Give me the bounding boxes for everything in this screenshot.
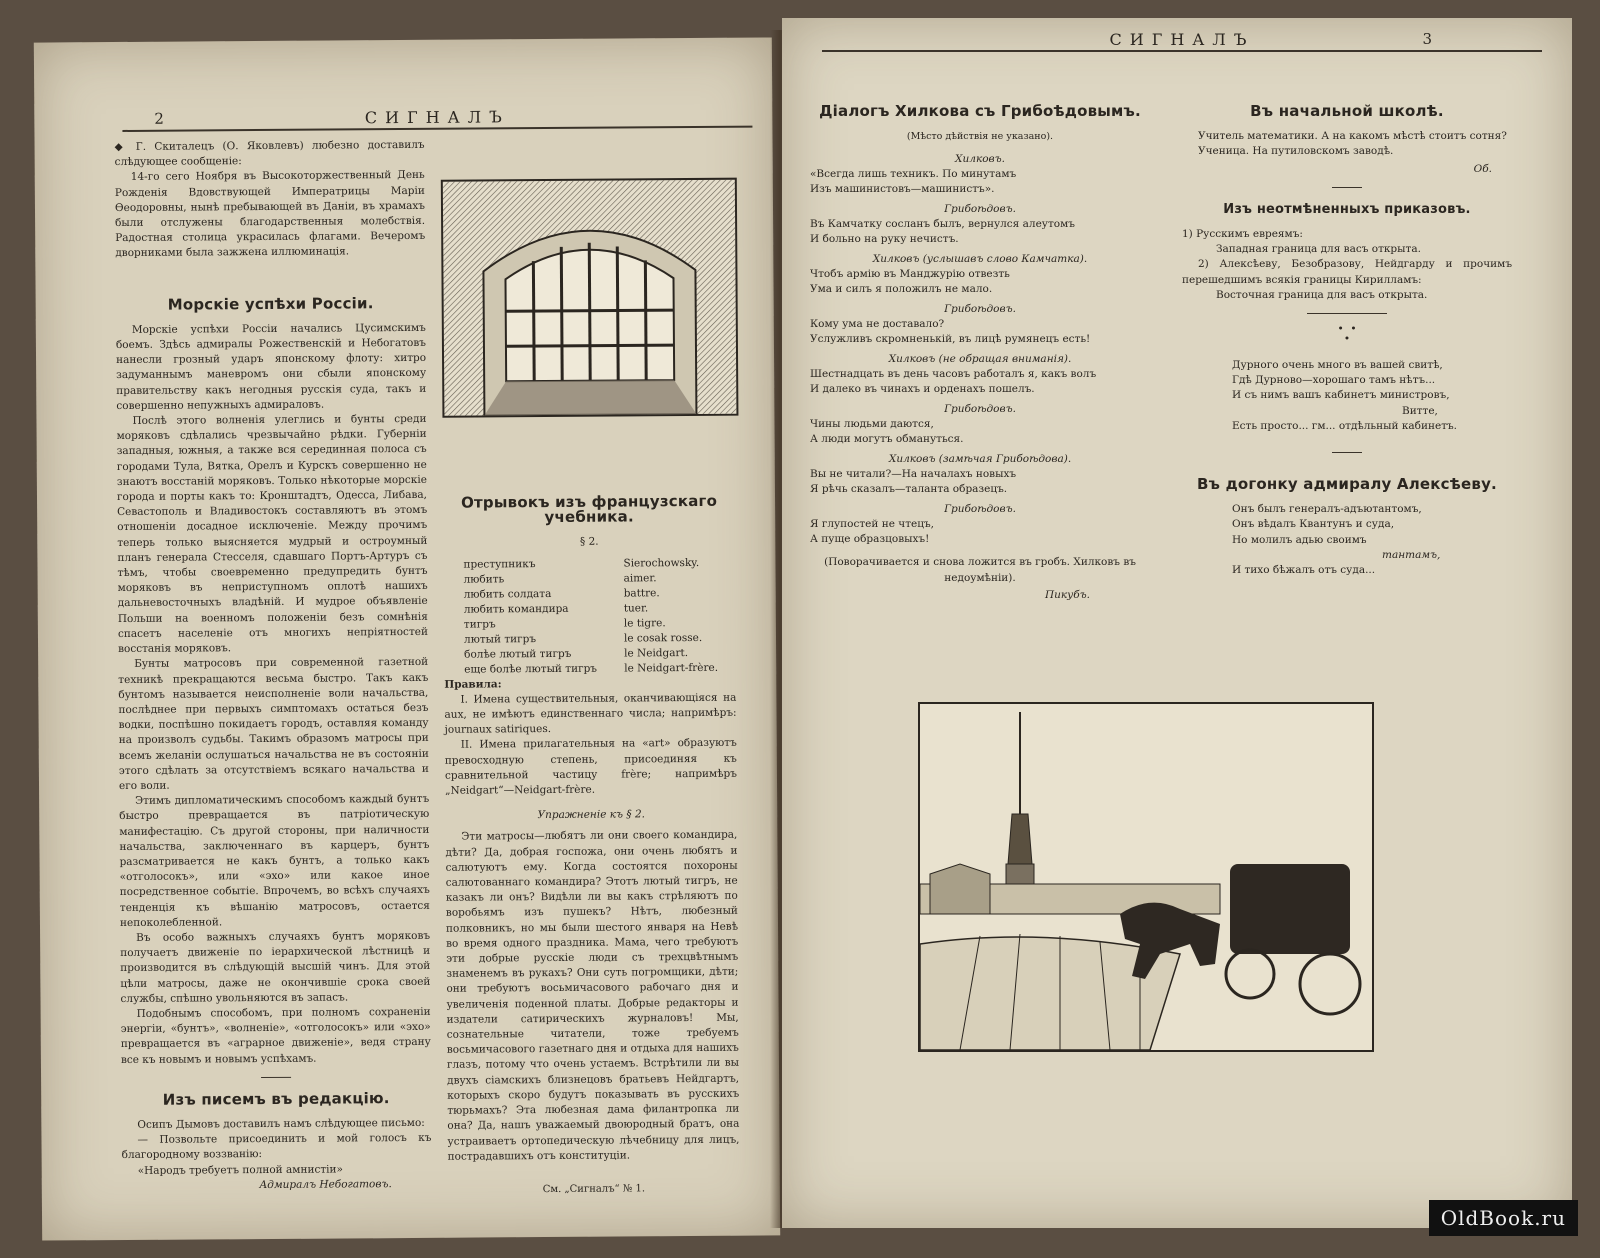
gloss-ru: тигръ	[463, 617, 496, 631]
article-paragraph: Въ особо важныхъ случаяхъ бунтъ моряковъ получаетъ движеніе по іерархической лѣстницѣ и производится въ слѣдующій высшій чинъ. Для этой цѣли матросы, даже не окончившіе срока своей службы, спѣшно увольняются въ запасъ.	[120, 929, 431, 1005]
poem-line: Но молилъ адью своимъ	[1232, 533, 1367, 546]
rules-title: Правила:	[444, 677, 502, 691]
dialog-line: А люди могутъ обмануться.	[810, 433, 964, 446]
left-page-number: 2	[154, 109, 164, 128]
poem-line: Витте,	[1402, 404, 1438, 417]
dialog-speaker: Хилковъ (не обращая вниманія).	[888, 353, 1072, 366]
article-paragraph: Подобнымъ способомъ, при полномъ сохраненіи энергіи, «бунтъ», «волненіе», «отголосокъ» или «эхо» превращается въ «аграрное движеніе», ведя страну все къ новымъ и новымъ успѣхамъ.	[120, 1005, 431, 1066]
dialog-line: Изъ машинистовъ—машинистъ».	[810, 183, 995, 196]
dialog-line: «Всегда лишь техникъ. По минутамъ	[810, 168, 1017, 181]
poem-line: Онъ былъ генералъ-адъютантомъ,	[1232, 503, 1422, 516]
gloss-fr: le tigre.	[623, 616, 666, 630]
intro-line: ◆ Г. Скиталецъ (О. Яковлевъ) любезно доставилъ слѣдующее сообщеніе:	[114, 138, 425, 169]
orders-title: Изъ неотмѣненныхъ приказовъ.	[1223, 201, 1471, 217]
dialog-line: Я рѣчь сказалъ—таланта образецъ.	[810, 483, 1008, 496]
alexeev-poem	[1182, 502, 1512, 578]
gloss-ru: еще болѣе лютый тигръ	[464, 662, 598, 676]
glossary	[463, 555, 736, 677]
fortress-illustration	[918, 702, 1374, 1052]
heading-naval-success: Морскіе успѣхи Россіи.	[167, 293, 374, 314]
asterism: • • •	[1337, 323, 1357, 346]
rule-1: I. Имена существительныя, оканчивающіяся на aux, не имѣютъ единственнаго числа; напримѣръ: journaux satiriques.	[444, 691, 737, 736]
dialog-line: Шестнадцать въ день часовъ работалъ я, какъ волъ	[810, 368, 1097, 381]
dialog-line: Кому ума не доставало?	[810, 318, 945, 331]
order-line: 1) Русскимъ евреямъ:	[1182, 228, 1303, 241]
article-paragraph: Морскіе успѣхи Россіи начались Цусимскимъ боемъ. Здѣсь адмиралы Рожественскій и Небогатовъ нанесли грозный ударъ японскому флоту: хитро задуманнымъ маневромъ они сбыли японскому правительству какъ негодныя русскія суда, такъ и совершенно непужныхъ адмираловъ.	[115, 321, 427, 412]
dialog-subtitle: (Мѣсто дѣйствія не указано).	[906, 131, 1054, 143]
poem-line: Есть просто... гм... отдѣльный кабинетъ.	[1232, 419, 1458, 432]
gloss-ru: преступникъ	[463, 557, 536, 571]
letter-line: — Позвольте присоединить и мой голосъ къ благородному воззванію:	[121, 1132, 432, 1162]
gloss-fr: aimer.	[623, 571, 657, 585]
gloss-ru: лютый тигръ	[463, 632, 537, 646]
dialog-line: Услужливъ скромненькій, въ лицѣ румянецъ есть!	[810, 333, 1091, 346]
school-column	[1182, 104, 1512, 578]
dialog-line: Я глупостей не чтецъ,	[810, 518, 935, 531]
gloss-ru: любить солдата	[463, 587, 552, 601]
footnote: См. „Сигналъ“ № 1.	[542, 1183, 646, 1195]
gloss-fr: battre.	[623, 586, 660, 600]
exercise-title: Упражненіе къ § 2.	[537, 808, 645, 822]
dialog-line: И далеко въ чинахъ и орденахъ пошелъ.	[810, 383, 1035, 396]
alexeev-title: Въ догонку адмиралу Алексѣеву.	[1197, 475, 1497, 494]
dialog-speaker: Грибоѣдовъ.	[944, 403, 1016, 416]
gloss-fr: le cosak rosse.	[623, 631, 703, 645]
gloss-fr: Sierochowsky.	[623, 556, 700, 570]
dialog-line: А пуще образцовыхъ!	[810, 533, 930, 546]
left-page	[34, 37, 780, 1240]
exercise-text: Эти матросы—любятъ ли они своего командира, дѣти? Да, добрая госпожа, они очень любятъ и салютуютъ ему. Когда состоятся похороны салютованнаго командира? Этотъ лютый тигръ, не казакъ ли онъ? Видѣли ли вы какъ стрѣляютъ по воробьямъ изъ пушекъ? Нѣтъ, любезный полковникъ, но мы были шестого января на Невѣ во время одного праздника. Мама, чего требуютъ эти добрые русскіе люди съ трехцвѣтнымъ знаменемъ въ рукахъ? Они суть погромщики, дѣти; они требуютъ восьмичасового рабочаго дня и увеличенія поденной платы. Добрые редакторы и издатели сатирическихъ журналовъ! Мы, сознательные читатели, тоже требуемъ восьмичасового газетнаго дня и отдыха для нашихъ глазъ, потому что очень устаемъ. Встрѣтили ли вы двухъ сіамскихъ близнецовъ братьевъ Нейдгартъ, которыхъ скоро будутъ показывать въ русскихъ тюрьмахъ? Эта любезная дама филантропка ли она? Да, нашъ уважаемый двоюродный братъ, она устраиваетъ ортопедическую лѣчебницу для лицъ, пострадавшихъ отъ конституціи.	[445, 829, 740, 1163]
dialog-speaker: Хилковъ (услышавъ слово Камчатка).	[872, 253, 1088, 266]
right-page-number: 3	[1422, 30, 1432, 48]
order-line: 2) Алексѣеву, Безобразову, Нейдгарду и прочимъ перешедшимъ всякія границы Кирилламъ:	[1182, 258, 1512, 286]
dialog-speaker: Хилковъ (замѣчая Грибоѣдова).	[888, 453, 1072, 466]
poem-line: Онъ вѣдалъ Квантунъ и суда,	[1232, 518, 1395, 531]
poem-line: тантамъ,	[1382, 548, 1441, 561]
gloss-ru: любить командира	[463, 602, 569, 616]
oldbook-watermark: OldBook.ru	[1429, 1200, 1578, 1236]
letter-quote: «Народъ требуетъ полной амнистіи»	[137, 1163, 343, 1177]
order-line: Восточная граница для васъ открыта.	[1216, 288, 1428, 301]
dialog-stage-direction: (Поворачивается и снова ложится въ гробъ. Хилковъ въ недоумѣніи).	[824, 556, 1136, 584]
article-paragraph: Бунты матросовъ при современной газетной техникѣ прекращаются весьма быстро. Такъ какъ бунтомъ называется неисполненіе воли начальства, послѣднее при первыхъ симптомахъ остаться безъ водки, поспѣшно покидаетъ городъ, оставляя команду на произволъ судьбы. Такимъ образомъ матросы при всемъ желаніи ослушаться начальства не въ состояніи этого сдѣлать за отсутствіемъ всякаго начальства и его воли.	[118, 656, 429, 792]
dialog-signature: Пикубъ.	[1044, 588, 1090, 601]
heading-letters: Изъ писемъ въ редакцію.	[162, 1088, 390, 1109]
heading-french-textbook: Отрывокъ изъ французскаго учебника.	[460, 491, 718, 527]
poem	[1182, 358, 1512, 434]
left-running-title: СИГНАЛЪ	[364, 107, 510, 128]
gloss-fr: le Neidgart.	[624, 646, 689, 660]
window-drawing	[443, 180, 737, 416]
right-page	[782, 18, 1572, 1228]
dialog-lines	[810, 152, 1150, 547]
school-line: Ученица. На путиловскомъ заводѣ.	[1198, 145, 1394, 158]
school-signature: Об.	[1473, 162, 1492, 175]
school-line: Учитель математики. А на какомъ мѣстѣ стоитъ сотня?	[1198, 130, 1507, 143]
left-right-column	[443, 480, 740, 1198]
dialog-line: Ума и силъ я положилъ не мало.	[810, 283, 993, 296]
fortress-drawing	[920, 704, 1372, 1050]
dialog-column	[810, 104, 1150, 603]
section-mark: § 2.	[579, 536, 599, 549]
dialog-line: И больно на руку нечистъ.	[810, 233, 959, 246]
gloss-fr: tuer.	[623, 601, 649, 615]
article-paragraph: Этимъ дипломатическимъ способомъ каждый бунтъ быстро превращается въ патріотическую манифестацію. Съ другой стороны, при наличности начальства, заключеннаго въ карцеръ, бунтъ разсматривается не какъ бунтъ, а только какъ «отголосокъ», или «эхо» или какое иное посредственное событіе. Впрочемъ, во всѣхъ случаяхъ тенденція къ вѣшанію матросовъ, остается непоколебленной.	[119, 792, 430, 929]
gloss-ru: болѣе лютый тигръ	[464, 647, 572, 661]
article-paragraph: Послѣ этого волненія улеглись и бунты среди моряковъ сдѣлались чрезвычайно рѣдки. Губерніи западныя, южныя, а также вся серединная полоса съ городами Тула, Вятка, Орелъ и Курскъ совершенно не знаютъ восстаній моряковъ. Только нѣкоторые морскіе города и порты какъ то: Кронштадтъ, Одесса, Либава, Севастополь и Владивостокъ составляютъ въ этомъ отношеніи досадное исключеніе. Между прочимъ теперь только выясняется мудрый и остроумный планъ генерала Стесселя, сдавшаго Портъ-Артуръ съ тѣмъ, чтобы своевременно предупредить бунтъ моряковъ въ неприступномъ оплотѣ нашихъ дальневосточныхъ владѣній. И мудрое объявленіе Польши на военномъ положеніи безъ сомнѣнія спасетъ населеніе отъ многихъ непріятностей восстанія моряковъ.	[116, 412, 428, 656]
right-running-title: СИГНАЛЪ	[1109, 30, 1255, 49]
dialog-speaker: Грибоѣдовъ.	[944, 503, 1016, 516]
window-illustration	[441, 178, 739, 418]
gloss-ru: любить	[463, 572, 505, 586]
dialog-speaker: Грибоѣдовъ.	[944, 203, 1016, 216]
intro-text: 14-го сего Ноября въ Высокоторжественный День Рожденія Вдовствующей Императрицы Маріи Ѳеодоровны, нынѣ пребывающей въ Даніи, въ храмахъ были отслужены благодарственныя молебствія. Радостная столица украсилась флагами. Вечеромъ дворниками была зажжена иллюминація.	[114, 169, 426, 260]
dialog-line: Вы не читали?—На началахъ новыхъ	[810, 468, 1017, 481]
poem-line: И тихо бѣжалъ отъ суда...	[1232, 564, 1376, 577]
poem-line: Гдѣ Дурново—хорошаго тамъ нѣтъ...	[1232, 374, 1436, 387]
gloss-fr: le Neidgart-frère.	[624, 661, 719, 675]
right-running-head	[822, 30, 1542, 52]
dialog-line: Чтобъ армію въ Манджурію отвезть	[810, 268, 1010, 281]
dialog-speaker: Грибоѣдовъ.	[944, 303, 1016, 316]
dialog-line: Въ Камчатку сосланъ былъ, вернулся алеутомъ	[810, 218, 1075, 231]
rule-2: II. Имена прилагательныя на «art» образуютъ превосходную степень, присоединяя къ сравнительной частицу frère; напримѣръ „Neidgart“—Neidgart-frère.	[444, 737, 737, 797]
left-column	[115, 138, 432, 1194]
dialog-line: Чины людьми даются,	[810, 418, 934, 431]
poem-line: Дурного очень много въ вашей свитѣ,	[1232, 359, 1443, 372]
letter-signature: Адмиралъ Небогатовъ.	[259, 1177, 392, 1191]
dialog-speaker: Хилковъ.	[955, 153, 1005, 166]
order-line: Западная граница для васъ открыта.	[1216, 243, 1421, 256]
school-title: Въ начальной школѣ.	[1250, 102, 1444, 120]
letter-line: Осипъ Дымовъ доставилъ намъ слѣдующее письмо:	[137, 1116, 425, 1131]
poem-line: И съ нимъ вашъ кабинетъ министровъ,	[1232, 389, 1450, 402]
left-running-head	[122, 106, 752, 132]
dialog-title: Діалогъ Хилкова съ Грибоѣдовымъ.	[819, 102, 1141, 120]
